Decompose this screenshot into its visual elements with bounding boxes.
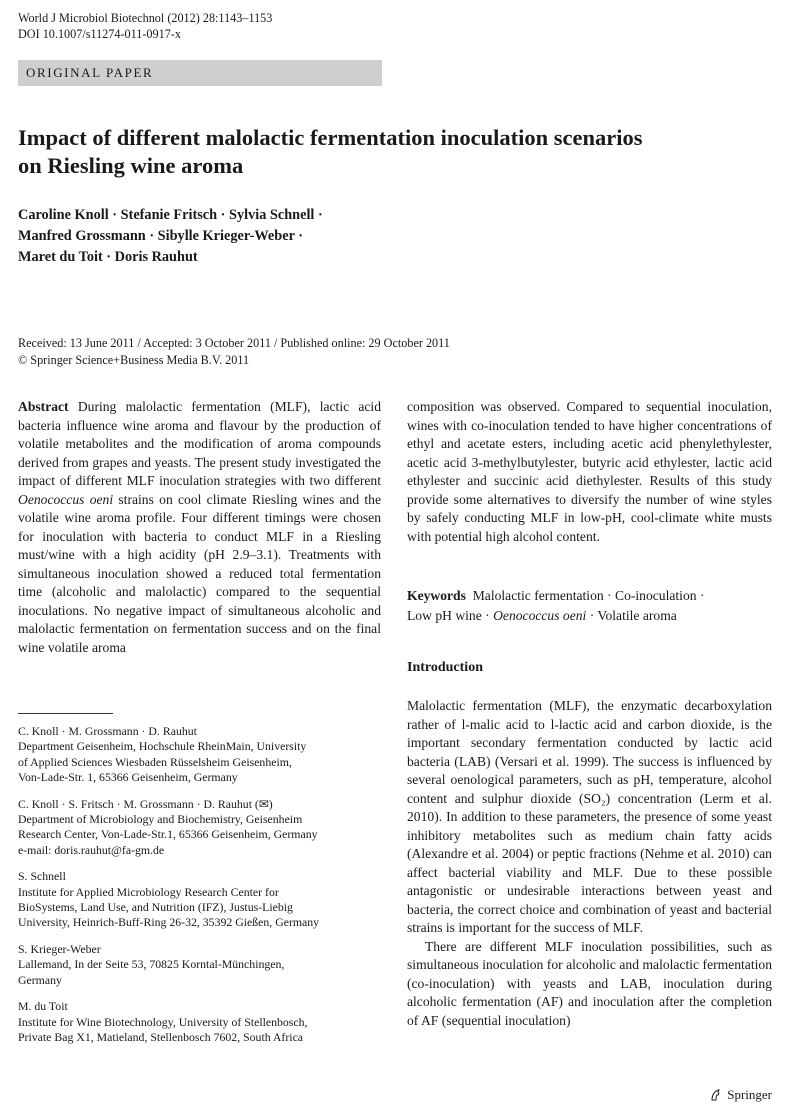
abstract-text-2: strains on cool climate Riesling wines and the volatile wine aroma profile. Four different timings were chosen for inoculation with bacteria to conduct MLF in a Riesling must/wine with a high acidity (pH 2.9–3.1). Treatments with simultaneous inoculation showed a reduced total fermentation time (alcoholic and malolactic) compared to the sequential inoculations. No negative impact of simultaneous alcoholic and malolactic fermentation on fermentation success and on the final wine volatile aroma (18, 491, 382, 655)
copyright-line: © Springer Science+Business Media B.V. 2011 (18, 353, 250, 367)
affiliation-line: BioSystems, Land Use, and Nutrition (IFZ), Justus-Liebig (18, 900, 293, 915)
footnote-divider (18, 713, 113, 714)
keywords-species: Oenococcus oeni (493, 608, 587, 623)
journal-citation: World J Microbiol Biotechnol (2012) 28:1143–1153 (18, 11, 273, 25)
affiliation-line: of Applied Sciences Wiesbaden Rüsselsheim Geisenheim, (18, 754, 292, 769)
dates-line: Received: 13 June 2011 / Accepted: 3 October 2011 / Published online: 29 October 2011 (18, 336, 450, 350)
intro-text-e: ) can affect bacterial viability and MLF. Due to these possible antagonistic or undesirable interactions between yeast and bacteria, the correct choice and combination of yeast and bacterial strains is important for the success of MLF. (407, 846, 772, 935)
affiliation-line: Germany (18, 972, 62, 987)
abstract-heading: Abstract (18, 399, 69, 414)
citation-link-versari[interactable]: 1999 (573, 753, 601, 769)
intro-text-a: Malolactic fermentation (MLF), the enzymatic decarboxylation rather of (407, 698, 772, 732)
keywords-line-1: Malolactic fermentation · Co-inoculation · (472, 588, 705, 603)
intro-text-c: ). In addition to these parameters, the presence of some yeast inhibitory metabolites such as medium chain fatty acids (Alexandre et al. (407, 809, 772, 861)
affiliation-authors: C. Knoll · M. Grossmann · D. Rauhut (18, 724, 197, 738)
affiliation-4 (18, 942, 388, 988)
authors-line-2: Manfred Grossmann · Sibylle Krieger-Weber · (18, 228, 303, 244)
journal-header (18, 10, 272, 42)
intro-text-b: ). The success is influenced by several oenological parameters, such as pH, temperature, alcohol content and sulphur dioxide (SO₂) concentration (Lerm et al. (407, 753, 772, 806)
citation-link-nehme[interactable]: 2010 (717, 846, 745, 861)
affiliation-line: Private Bag X1, Matieland, Stellenbosch 7602, South Africa (18, 1029, 304, 1044)
publisher-mark (709, 1087, 772, 1103)
doi: DOI 10.1007/s11274-011-0917-x (18, 27, 181, 41)
affiliation-line: Lallemand, In der Seite 53, 70825 Korntal-Münchingen, (18, 957, 285, 972)
affiliation-2 (18, 797, 388, 859)
intro-text-d: ) or peptic fractions (Nehme et al. (529, 846, 715, 861)
affiliation-authors: C. Knoll · S. Fritsch · M. Grossmann · D. Rauhut (✉) (18, 796, 273, 811)
affiliations (18, 724, 388, 1056)
abstract-continued-text: composition was observed. Compared to sequential inoculation, wines with co-inoculation tended to have higher concentrations of ethyl and acetate esters, including acetic acid phenylethylester, acetic acid 3-methylbutylester, butyric acid ethylester, lactic acid ethylester and succinic acid diethylester. Results of this study provide some alternatives to diversify the number of wine styles by safely conducting MLF in low-pH, cool-climate white musts with potential high alcohol content. (407, 399, 772, 544)
authors-line-1: Caroline Knoll · Stefanie Fritsch · Sylvia Schnell · (18, 207, 323, 223)
publisher-name: Springer (727, 1087, 772, 1102)
abstract-species: Oenococcus oeni (18, 491, 114, 507)
citation-link-lerm[interactable]: 2010 (407, 809, 435, 824)
affiliation-authors: S. Krieger-Weber (18, 941, 101, 956)
abstract-text-1: During malolactic fermentation (MLF), lactic acid bacteria influence wine aroma and flavour by the production of volatile metabolites and the modification of aroma compounds derived from grapes and yeasts. The present study investigated the impact of different MLF inoculation strategies with two different (18, 399, 381, 488)
abstract-column (18, 398, 381, 657)
affiliation-line: Department of Microbiology and Biochemistry, Geisenheim (18, 812, 303, 827)
affiliation-line: Research Center, Von-Lade-Str.1, 65366 Geisenheim, Germany (18, 827, 318, 842)
abstract-continued (407, 398, 772, 546)
keywords-line-2a: Low pH wine · (407, 608, 490, 623)
springer-horse-icon (709, 1088, 723, 1102)
introduction-heading: Introduction (407, 660, 483, 675)
affiliation-authors: S. Schnell (18, 869, 66, 884)
affiliation-5 (18, 999, 388, 1045)
affiliation-line: Von-Lade-Str. 1, 65366 Geisenheim, Germany (18, 770, 238, 785)
email-line[interactable]: e-mail: doris.rauhut@fa-gm.de (18, 842, 165, 857)
authors-line-3: Maret du Toit · Doris Rauhut (18, 249, 198, 265)
keywords-line-2b: · Volatile aroma (589, 608, 677, 623)
section-banner (18, 60, 382, 86)
affiliation-line: Department Geisenheim, Hochschule RheinMain, University (18, 739, 307, 754)
affiliation-line: Institute for Wine Biotechnology, University of Stellenbosch, (18, 1014, 308, 1029)
intro-paragraph-2: There are different MLF inoculation possibilities, such as simultaneous inoculation for alcoholic and malolactic fermentation (co-inoculation) with yeasts and LAB, inoculation during alcoholic fermentation (AF) and inoculation after the completion of AF (sequential inoculation) (407, 938, 772, 1028)
title-line-1: Impact of different malolactic fermentation inoculation scenarios (18, 125, 643, 150)
title-line-2: on Riesling wine aroma (18, 153, 244, 178)
keywords-block (407, 586, 772, 626)
affiliation-3 (18, 869, 388, 931)
affiliation-authors: M. du Toit (18, 999, 68, 1014)
author-list (18, 205, 578, 268)
affiliation-1 (18, 724, 388, 786)
citation-link-alexandre[interactable]: 2004 (501, 846, 530, 861)
affiliation-line: University, Heinrich-Buff-Ring 26-32, 35392 Gießen, Germany (18, 915, 320, 930)
introduction-body (407, 697, 772, 1030)
intro-text-malic: l-malic acid to l-lactic acid and carbon dioxide, is the important secondary fermentation conducted by lactic acid bacteria (LAB) (Versari et al. (407, 716, 772, 769)
publication-dates (18, 335, 450, 369)
affiliation-line: Institute for Applied Microbiology Research Center for (18, 884, 279, 899)
section-label: ORIGINAL PAPER (26, 65, 154, 80)
keywords-heading: Keywords (407, 588, 466, 603)
paper-title (18, 124, 778, 180)
